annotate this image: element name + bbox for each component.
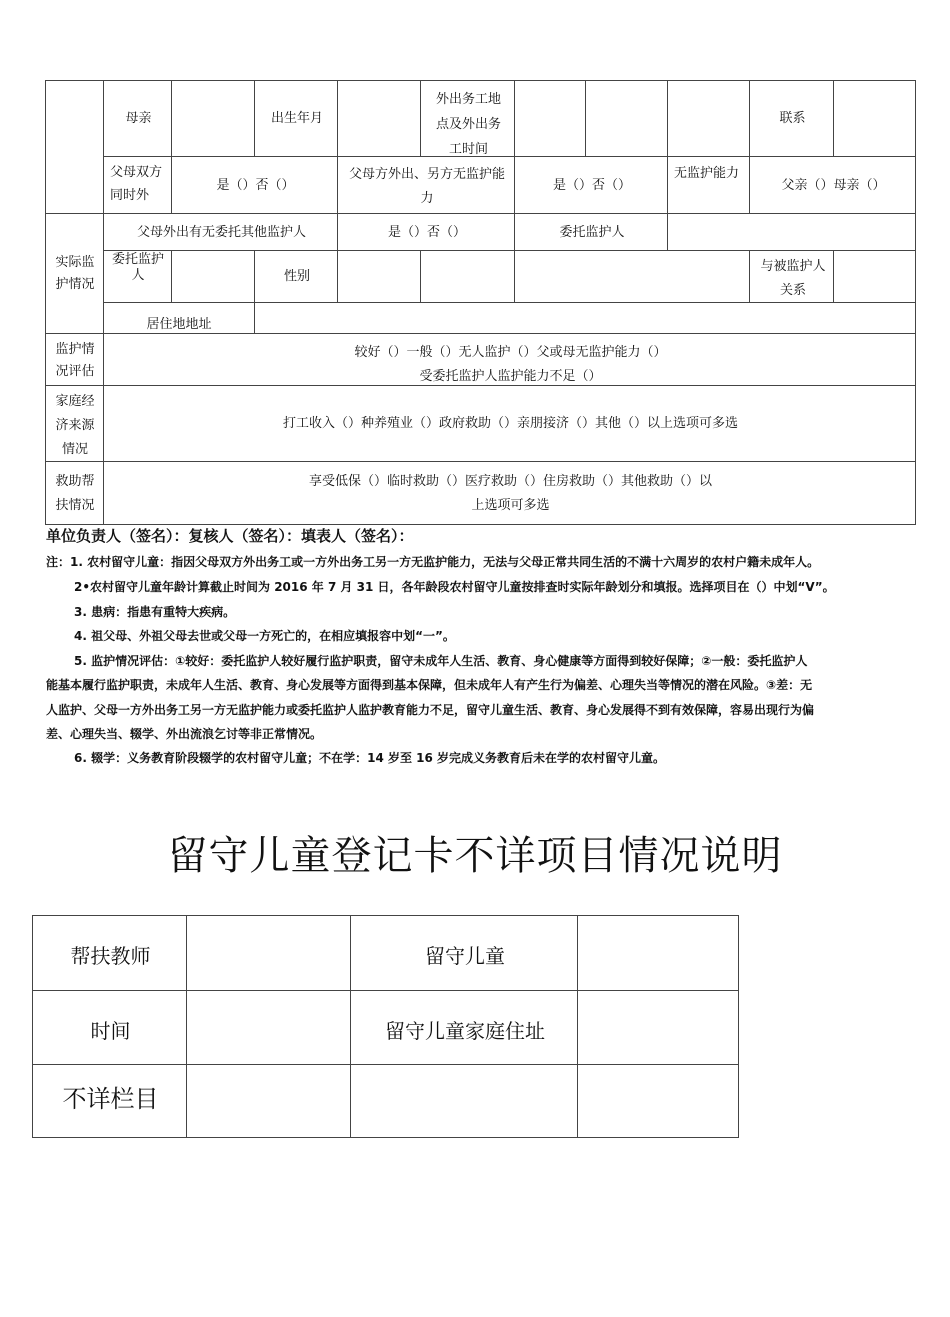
econ-label: 家庭经济来源情况	[55, 394, 95, 457]
aid-options-line2: 上选项可多选	[471, 498, 550, 513]
cell-home-address-label	[350, 990, 578, 1065]
cell-relation-value[interactable]	[833, 250, 916, 303]
both-out-label: 父母双方同时外	[110, 165, 163, 203]
note-2: 2•农村留守儿童年龄计算截止时间为 2016 年 7 月 31 日，各年龄段农村留守儿童按排查时实际年龄划分和填报。选择项目在（）中划“V”。	[74, 580, 835, 594]
cell-birth-label	[254, 80, 338, 157]
cell-work-label	[420, 80, 515, 157]
cell-actual-guardian-label	[45, 213, 104, 334]
cell-one-out-label	[337, 156, 515, 214]
cell-teacher-value[interactable]	[186, 915, 351, 991]
cell-work-value-2[interactable]	[585, 80, 668, 157]
cell-time-value[interactable]	[186, 990, 351, 1065]
cell-home-address-value[interactable]	[577, 990, 739, 1065]
cell-no-ability-opt[interactable]	[749, 156, 916, 214]
cell-aid-label	[45, 461, 104, 525]
cell-no-ability-label	[667, 156, 750, 214]
cell-relation-label	[749, 250, 834, 303]
cell-econ-options[interactable]	[103, 385, 916, 462]
cell-row4-value-3[interactable]	[514, 250, 750, 303]
cell-entrusted-label	[514, 213, 668, 251]
entrust-option: 是（）否（）	[387, 225, 466, 240]
teacher-label: 帮扶教师	[70, 944, 151, 968]
cell-contact-label	[749, 80, 834, 157]
cell-entrust-opt[interactable]	[337, 213, 515, 251]
cell-entrusted-short-label	[103, 250, 172, 303]
gender-label: 性别	[283, 269, 310, 284]
cell-contact-value[interactable]	[833, 80, 916, 157]
cell-child-label	[350, 915, 578, 991]
address-label: 居住地地址	[146, 317, 212, 332]
entrusted-short-label: 委托监护人	[112, 252, 165, 283]
cell-time-label	[32, 990, 187, 1065]
cell-row4-value-2[interactable]	[420, 250, 515, 303]
cell-work-value-1[interactable]	[514, 80, 586, 157]
entrust-question: 父母外出有无委托其他监护人	[136, 225, 306, 240]
no-ability-label: 无监护能力	[674, 166, 740, 181]
cell-address-value[interactable]	[254, 302, 916, 334]
cell-teacher-label	[32, 915, 187, 991]
note-3: 3. 患病：指患有重特大疾病。	[74, 605, 236, 619]
cell-unclear-label	[32, 1064, 187, 1138]
both-out-option: 是（）否（）	[216, 178, 295, 193]
relation-label: 与被监护人关系	[760, 259, 826, 298]
eval-options-line2: 受委托监护人监护能力不足（）	[419, 369, 602, 384]
unclear-label: 不详栏目	[62, 1085, 159, 1113]
cell-gender-value[interactable]	[337, 250, 421, 303]
birth-label: 出生年月	[270, 111, 323, 126]
time-label: 时间	[90, 1019, 131, 1043]
cell-mother-label	[103, 80, 172, 157]
signature-line: 单位负责人（签名）：复核人（签名）：填表人（签名）：	[46, 527, 414, 545]
page-title: 留守儿童登记卡不详项目情况说明	[167, 833, 783, 879]
note-5-line1: 5. 监护情况评估：①较好：委托监护人较好履行监护职责，留守未成年人生活、教育、身心健康等方面得到较好保障；②一般：委托监护人	[74, 654, 808, 668]
cell-both-out-opt[interactable]	[171, 156, 338, 214]
cell-mother-value[interactable]	[171, 80, 255, 157]
cell-aid-options[interactable]	[103, 461, 916, 525]
child-label: 留守儿童	[425, 944, 505, 968]
one-out-option: 是（）否（）	[552, 178, 631, 193]
eval-label: 监护情况评估	[55, 342, 95, 379]
note-1: 注：1. 农村留守儿童：指因父母双方外出务工或一方外出务工另一方无监护能力，无法与父母正常共同生活的不满十六周岁的农村户籍未成年人。	[46, 555, 820, 569]
cell-entrusted-name-value[interactable]	[171, 250, 255, 303]
aid-options-line1: 享受低保（）临时救助（）医疗救助（）住房救助（）其他救助（）以	[308, 474, 712, 489]
cell-unclear-value-2[interactable]	[350, 1064, 578, 1138]
eval-options-line1: 较好（）一般（）无人监护（）父或母无监护能力（）	[354, 345, 667, 360]
note-5-line3: 人监护、父母一方外出务工另一方无监护能力或委托监护人监护教育能力不足，留守儿童生活、教育、身心发展得不到有效保障，容易出现行为偏	[46, 703, 815, 717]
cell-birth-value[interactable]	[337, 80, 421, 157]
actual-guardian-label: 实际监护情况	[55, 255, 95, 292]
cell-eval-options[interactable]	[103, 333, 916, 386]
contact-label: 联系	[779, 111, 806, 126]
cell-unclear-value-3[interactable]	[577, 1064, 739, 1138]
work-place-label: 外出务工地点及外出务工时间	[435, 92, 501, 157]
cell-child-value[interactable]	[577, 915, 739, 991]
cell-gender-label	[254, 250, 338, 303]
one-out-label: 父母方外出、另方无监护能力	[348, 167, 505, 206]
cell-work-value-3[interactable]	[667, 80, 750, 157]
mother-label: 母亲	[125, 111, 152, 126]
entrusted-label: 委托监护人	[559, 225, 625, 240]
cell-one-out-opt[interactable]	[514, 156, 668, 214]
note-5-line2: 能基本履行监护职责，未成年人生活、教育、身心发展等方面得到基本保障，但未成年人有产生行为偏差、心理失当等情况的潜在风险。③差：无	[46, 678, 813, 692]
cell-econ-label	[45, 385, 104, 462]
note-4: 4. 祖父母、外祖父母去世或父母一方死亡的，在相应填报容中划“一”。	[74, 629, 455, 643]
cell-entrusted-value[interactable]	[667, 213, 916, 251]
cell-blank-left	[45, 80, 104, 214]
no-ability-option: 父亲（）母亲（）	[781, 178, 886, 193]
cell-both-out-label	[103, 156, 172, 214]
cell-address-label	[103, 302, 255, 334]
cell-eval-label	[45, 333, 104, 386]
note-6: 6. 辍学：义务教育阶段辍学的农村留守儿童；不在学：14 岁至 16 岁完成义务教育后未在学的农村留守儿童。	[74, 751, 666, 765]
home-address-label: 留守儿童家庭住址	[385, 1019, 545, 1043]
cell-entrust-question	[103, 213, 338, 251]
note-5-line4: 差、心理失当、辍学、外出流浪乞讨等非正常情况。	[46, 727, 323, 741]
aid-label: 救助帮扶情况	[55, 474, 95, 513]
cell-unclear-value-1[interactable]	[186, 1064, 351, 1138]
econ-options: 打工收入（）种养殖业（）政府救助（）亲朋接济（）其他（）以上选项可多选	[282, 416, 738, 431]
